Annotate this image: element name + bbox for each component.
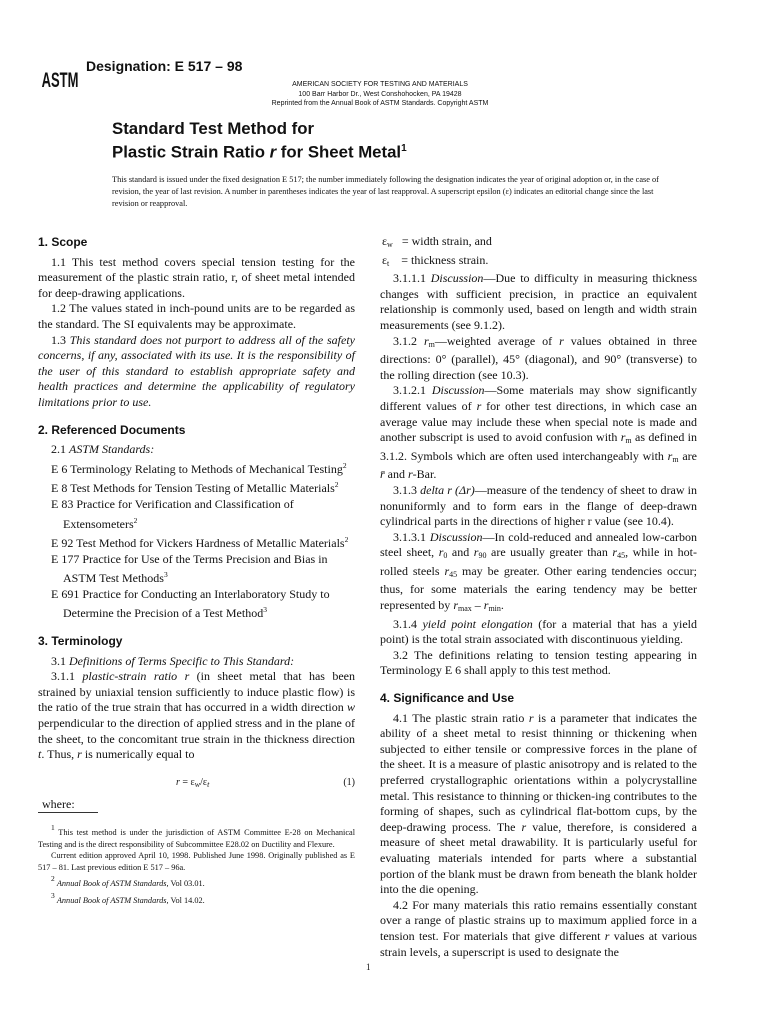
section-heading-referenced-documents: 2. Referenced Documents: [38, 422, 186, 437]
paragraph-3-2: 3.2 The definitions relating to tension testing appearing in Terminology E 6 shall apply to this test method.: [380, 647, 697, 678]
reference-item: E 83 Practice for Verification and Classification of Extensometers$^2$: [51, 496, 294, 531]
equation-1: [38, 775, 355, 791]
footnote-1-edition: Current edition approved April 10, 1998. Published June 1998. Originally published as E 517 – 81. Last previous edition E 517 – 96a.: [38, 851, 355, 872]
publisher-line: Reprinted from the Annual Book of ASTM Standards. Copyright ASTM: [271, 100, 489, 108]
paragraph-2-1: 2.1 ASTM Standards:: [51, 442, 155, 457]
document-title: [112, 119, 407, 163]
page-number: 1: [366, 962, 371, 972]
footnote-1: 1 This test method is under the jurisdiction of ASTM Committee E-28 on Mechanical Testing and is the direct responsibility of Subcommittee E28.02 on Ductility and Flexure.: [38, 823, 355, 849]
publisher-block: [185, 80, 575, 109]
paragraph-3-1-3: 3.1.3 delta r (Δr)—measure of the tendency of sheet to draw in nonuniformly and to form ears in the flange of deep-drawn cylindrical parts in the directions of higher r value (see 10.4).: [380, 482, 697, 529]
left-column: [38, 235, 355, 812]
publisher-line: 100 Barr Harbor Dr., West Conshohocken, PA 19428: [298, 90, 462, 98]
reference-item: E 177 Practice for Use of the Terms Precision and Bias in ASTM Test Methods$^3$: [51, 551, 328, 586]
title-line-1: Standard Test Method for: [112, 119, 314, 138]
title-line-2: Plastic Strain Ratio r for Sheet Metal$^1$: [112, 142, 407, 162]
paragraph-1-2: 1.2 The values stated in inch-pound units are to be regarded as the standard. The SI equivalents may be approximate.: [38, 301, 355, 331]
paragraph-3-1-1-1: 3.1.1.1 Discussion—Due to difficulty in measuring thickness changes with sufficient precision, in practice an equivalent relationship is commonly used, based on length and width strain measurements (see 9.1.2).: [380, 271, 697, 332]
section-heading-terminology: 3. Terminology: [38, 634, 123, 649]
paragraph-4-1: 4.1 The plastic strain ratio r is a parameter that indicates the ability of a sheet metal to resist thinning or thickening when subjected to either tensile or compressive forces in the plane of the sheet. It is a measure of plastic anisotropy and is related to the preferred crystallographic orientations within a polycrystalline metal. This resistance to thinning or thicken-ing contributes to the forming of shapes, such as cylindrical flat-bottom cups, by the deep-drawing process. The r value, therefore, is considered a measure of sheet metal drawability. It is particularly useful for evaluating materials intended for parts where a substantial portion of the blank must be drawn from beneath the blank holder into the die opening.: [380, 710, 697, 897]
reference-item: E 691 Practice for Conducting an Interlaboratory Study to Determine the Precision of a Test Method$^3$: [51, 586, 330, 621]
reference-item: E 8 Test Methods for Tension Testing of Metallic Materials$^2$: [51, 480, 339, 496]
paragraph-3-1-4: 3.1.4 yield point elongation (for a material that has a yield point) is the total strain associated with discontinuous yielding.: [380, 616, 697, 647]
designation: Designation: E 517 – 98: [86, 58, 243, 74]
right-column: [380, 234, 697, 960]
equation-expression: $r = \varepsilon_w/\varepsilon_t$: [176, 776, 210, 789]
publisher-line: AMERICAN SOCIETY FOR TESTING AND MATERIALS: [292, 81, 468, 88]
equation-number: (1): [343, 776, 355, 788]
reference-item: E 92 Test Method for Vickers Hardness of Metallic Materials$^2$: [51, 535, 349, 551]
paragraph-3-1: 3.1 Definitions of Terms Specific to This Standard:: [51, 653, 295, 668]
section-heading-scope: 1. Scope: [38, 235, 88, 249]
footnote-divider: [38, 812, 98, 813]
reference-item: E 6 Terminology Relating to Methods of Mechanical Testing$^2$: [51, 460, 347, 476]
svg-text:ASTM: ASTM: [41, 68, 79, 92]
footnote-marker: 1: [401, 143, 407, 154]
paragraph-1-3: 1.3 This standard does not purport to address all of the safety concerns, if any, associated with its use. It is the responsibility of the user of this standard to establish appropriate safety and health practices and determine the applicability of regulatory limitations prior to use.: [38, 332, 355, 409]
paragraph-3-1-3-1: 3.1.3.1 Discussion—In cold-reduced and annealed low-carbon steel sheet, $r_0$ and $r_{90}$ are usually greater than $r_{45}$, while in hot-rolled steels $r_{45}$ may be greater. Other earing tendencies occur; thus, for some materials the earing tendency may be better represented by $r_{max} - r_{min}$.: [380, 529, 698, 614]
footnote-2: 2 Annual Book of ASTM Standards, Vol 03.01.: [51, 874, 205, 889]
paragraph-3-1-1: 3.1.1 plastic-strain ratio r (in sheet metal that has been strained by uniaxial tension sufficiently to induce plastic flow) is the ratio of the true strain that has occurred in a width direction w perpendicular to the direction of applied stress and in the plane of the sheet, to the concomitant true strain in the thickness direction t. Thus, r is numerically equal to: [38, 669, 356, 762]
issuance-note: This standard is issued under the fixed designation E 517; the number immediately following the designation indicates the year of original adoption or, in the case of revision, the year of last revision. A number in parentheses indicates the year of last reapproval. A superscript epsilon (ε) indicates an editorial change since the last revision or reapproval.: [112, 175, 659, 208]
definition-thickness-strain: $\varepsilon_t$ = thickness strain.: [382, 252, 489, 268]
astm-logo: [38, 52, 82, 94]
paragraph-3-1-2: 3.1.2 $r_m—weighted$ average of r values obtained in three directions: 0° (parallel), 45° (diagonal), and 90° (transverse) to the rolling direction (see 10.3).: [380, 333, 697, 382]
definition-width-strain: $\varepsilon_w$ = width strain, and: [382, 234, 492, 249]
footnote-3: 3 Annual Book of ASTM Standards, Vol 14.02.: [51, 890, 205, 905]
footnotes: [38, 822, 355, 907]
paragraph-3-1-2-1: 3.1.2.1 Discussion—Some materials may show significantly different values of r for other test directions, in which case an average value may include these when special note is made and another subscript is used to avoid confusion with $r_m$ as defined in 3.1.2. Symbols which are often used interchangeably with $r_m$ are r̄ and r-Bar.: [380, 383, 698, 482]
where-label: where:: [42, 796, 75, 811]
paragraph-4-2: 4.2 For many materials this ratio remains essentially constant over a range of plastic strains up to maximum applied force in a tension test. For materials that give different r values at various strain levels, a superscript is used to designate the: [380, 897, 697, 959]
section-heading-significance-and-use: 4. Significance and Use: [380, 691, 515, 706]
paragraph-1-1: 1.1 This test method covers special tension testing for the measurement of the plastic strain ratio, r, of sheet metal intended for deep-drawing applications.: [38, 254, 355, 300]
